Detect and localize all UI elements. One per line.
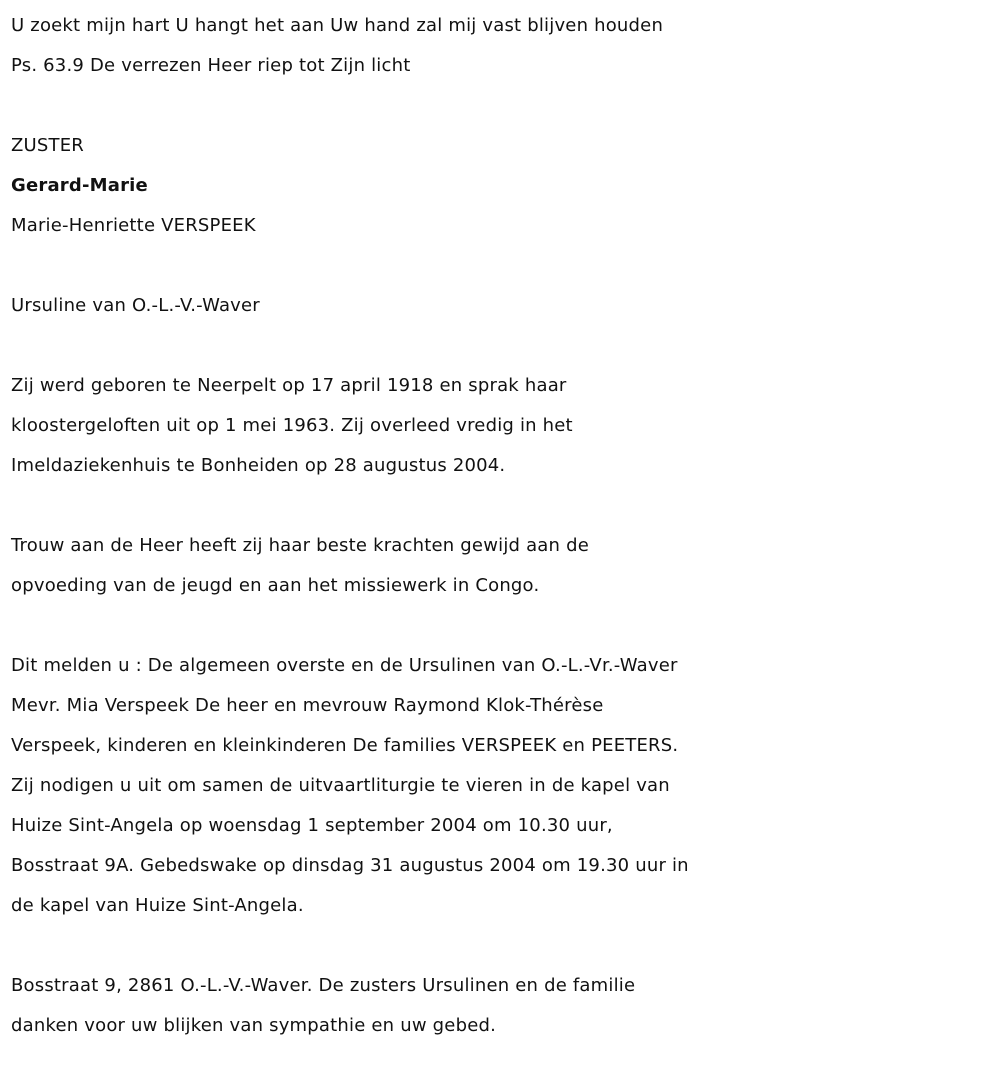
spacer <box>11 246 990 286</box>
spacer <box>11 926 990 966</box>
paragraph-line: Imeldaziekenhuis te Bonheiden op 28 augustus 2004. <box>11 455 506 476</box>
biography-paragraph <box>11 366 990 486</box>
title-prefix: ZUSTER <box>11 135 85 156</box>
spacer <box>11 606 990 646</box>
announcement-paragraph <box>11 646 990 926</box>
paragraph-line: Zij nodigen u uit om samen de uitvaartliturgie te vieren in de kapel van <box>11 775 670 796</box>
paragraph-line: de kapel van Huize Sint-Angela. <box>11 895 304 916</box>
paragraph-line: Huize Sint-Angela op woensdag 1 september 2004 om 10.30 uur, <box>11 815 613 836</box>
verse-line: Ps. 63.9 De verrezen Heer riep tot Zijn licht <box>11 55 411 76</box>
paragraph-line: Zij werd geboren te Neerpelt op 17 april 1918 en sprak haar <box>11 375 567 396</box>
paragraph-line: Verspeek, kinderen en kleinkinderen De families VERSPEEK en PEETERS. <box>11 735 679 756</box>
verse-line: U zoekt mijn hart U hangt het aan Uw hand zal mij vast blijven houden <box>11 15 664 36</box>
civil-name: Marie-Henriette VERSPEEK <box>11 215 256 236</box>
spacer <box>11 326 990 366</box>
paragraph-line: Mevr. Mia Verspeek De heer en mevrouw Raymond Klok-Thérèse <box>11 695 604 716</box>
spacer <box>11 86 990 126</box>
paragraph-line: kloostergeloften uit op 1 mei 1963. Zij overleed vredig in het <box>11 415 573 436</box>
paragraph-line: danken voor uw blijken van sympathie en uw gebed. <box>11 1015 497 1036</box>
paragraph-line: Bosstraat 9, 2861 O.-L.-V.-Waver. De zusters Ursulinen en de familie <box>11 975 636 996</box>
paragraph-line: opvoeding van de jeugd en aan het missiewerk in Congo. <box>11 575 540 596</box>
closing-paragraph <box>11 966 990 1046</box>
dedication-paragraph <box>11 526 990 606</box>
name-block <box>11 126 990 246</box>
verse-block <box>11 6 990 86</box>
paragraph-line: Dit melden u : De algemeen overste en de Ursulinen van O.-L.-Vr.-Waver <box>11 655 678 676</box>
paragraph-line: Trouw aan de Heer heeft zij haar beste krachten gewijd aan de <box>11 535 589 556</box>
paragraph-line: Bosstraat 9A. Gebedswake op dinsdag 31 augustus 2004 om 19.30 uur in <box>11 855 689 876</box>
religious-order: Ursuline van O.-L.-V.-Waver <box>11 295 260 316</box>
spacer <box>11 486 990 526</box>
religious-name: Gerard-Marie <box>11 175 148 196</box>
